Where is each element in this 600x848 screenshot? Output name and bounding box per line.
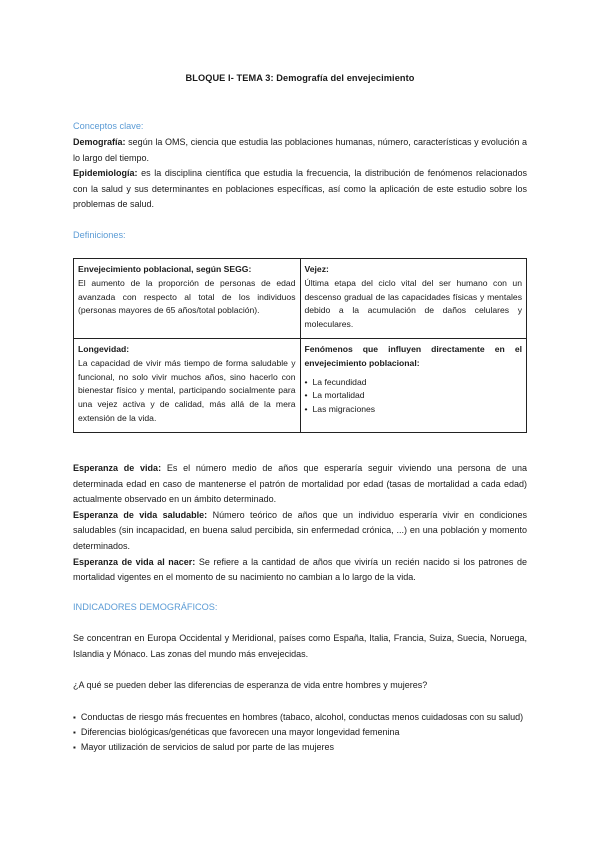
- def-esperanza-saludable: Número teórico de años que un individuo esperaría vivir en condiciones saludables (sin incapacidad, en buena salud percibida, sin enfermedad crónica, ...) en una población y momento determinados.: [73, 509, 527, 551]
- esperanza-vida-nacer: [73, 555, 527, 586]
- cell-text: El aumento de la proporción de personas de edad avanzada con respecto al total de los individuos (personas mayores de 65 años/total población).: [78, 277, 296, 316]
- conceptos-heading: Conceptos clave:: [73, 121, 144, 131]
- term-esperanza-nacer: Esperanza de vida al nacer:: [73, 556, 196, 567]
- cell-fenomenos: [300, 338, 527, 432]
- cell-envejecimiento: [74, 259, 301, 339]
- concepto-demografia: [73, 135, 527, 166]
- list-item: • La mortalidad: [305, 389, 523, 403]
- def-esperanza-vida: Es el número medio de años que esperaría seguir viviendo una persona de una determinada edad en caso de mantenerse el patrón de mortalidad por edad (tasas de mortalidad a cada edad) actualmente observado en un ámbito determinado.: [73, 463, 527, 505]
- reasons-list: [73, 710, 527, 755]
- cell-title: Envejecimiento poblacional, según SEGG:: [78, 264, 252, 274]
- list-item: ▪ Mayor utilización de servicios de salud por parte de las mujeres: [73, 740, 527, 755]
- indicadores-text: Se concentran en Europa Occidental y Meridional, países como España, Italia, Francia, Suiza, Suecia, Noruega, Islandia y Mónaco. Las zonas del mundo más envejecidas.: [73, 633, 527, 659]
- esperanza-vida-saludable: [73, 508, 527, 555]
- cell-text: Última etapa del ciclo vital del ser humano con un descenso gradual de las capacidades físicas y mentales debido a la acumulación de daños celulares y moleculares.: [304, 277, 522, 330]
- concepto-epidemiologia: [73, 166, 527, 213]
- definiciones-table: [73, 258, 527, 433]
- definiciones-heading: Definiciones:: [73, 230, 126, 240]
- def-demografia: según la OMS, ciencia que estudia las poblaciones humanas, número, características y evolución a lo largo del tiempo.: [73, 137, 527, 163]
- fenomenos-list: [305, 376, 523, 417]
- question-text: ¿A qué se pueden deber las diferencias de esperanza de vida entre hombres y mujeres?: [73, 680, 428, 690]
- def-esperanza-nacer: Se refiere a la cantidad de años que viviría un recién nacido si los patrones de mortalidad vigentes en el momento de su nacimiento no cambian a lo largo de la vida.: [73, 556, 527, 583]
- cell-longevidad: [74, 338, 301, 432]
- indicadores-heading: INDICADORES DEMOGRÁFICOS:: [73, 602, 218, 612]
- term-esperanza-vida: Esperanza de vida:: [73, 463, 162, 473]
- cell-title: Longevidad:: [78, 343, 130, 354]
- list-item: ▪ Diferencias biológicas/genéticas que favorecen una mayor longevidad femenina: [73, 725, 527, 740]
- term-esperanza-saludable: Esperanza de vida saludable:: [73, 509, 208, 520]
- table-row: [74, 259, 527, 339]
- list-item: • La fecundidad: [305, 376, 523, 390]
- list-item: • Las migraciones: [305, 403, 523, 417]
- term-demografia: Demografía:: [73, 137, 126, 147]
- document-title: BLOQUE I- TEMA 3: Demografía del envejecimiento: [185, 73, 415, 83]
- list-item: ▪ Conductas de riesgo más frecuentes en hombres (tabaco, alcohol, conductas menos cuidadosas con su salud): [73, 710, 527, 725]
- esperanza-block: [73, 461, 527, 586]
- esperanza-vida: [73, 461, 527, 508]
- term-epidemiologia: Epidemiología:: [73, 168, 138, 179]
- table-row: [74, 338, 527, 432]
- cell-vejez: [300, 259, 527, 339]
- conceptos-block: [73, 135, 527, 213]
- cell-text: La capacidad de vivir más tiempo de forma saludable y funcional, no solo vivir muchos años, sino hacerlo con bienestar físico y mental, participando socialmente para una vejez activa y de calidad, más allá de la mera extensión de la vida.: [78, 357, 296, 423]
- def-epidemiologia: es la disciplina científica que estudia la frecuencia, la distribución de fenómenos relacionados con la salud y sus determinantes en poblaciones específicas, así como la aplicación de este estudio sobre los problemas de salud.: [73, 168, 527, 210]
- cell-title: Vejez:: [304, 264, 329, 274]
- cell-title: Fenómenos que influyen directamente en el envejecimiento poblacional:: [304, 343, 522, 368]
